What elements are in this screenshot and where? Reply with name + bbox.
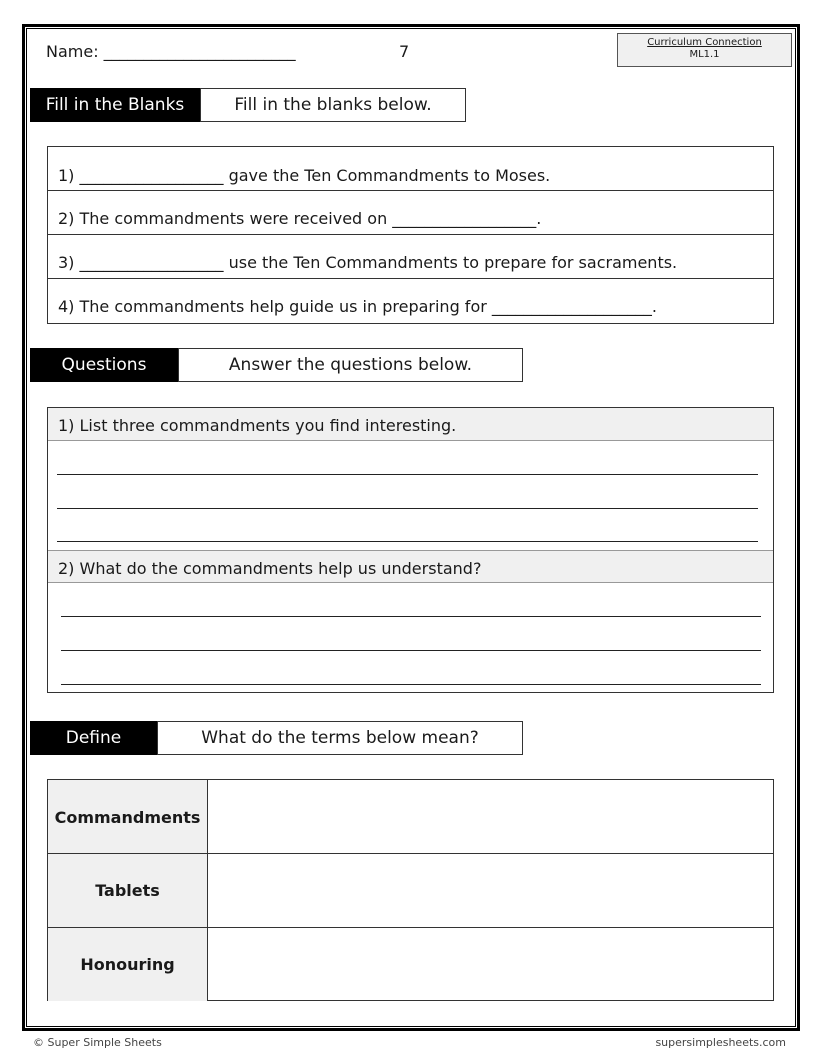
question-2-prompt: 2) What do the commandments help us understand? <box>48 550 773 583</box>
define-answer-cell[interactable] <box>209 780 773 854</box>
define-answer-cell[interactable] <box>209 928 773 1001</box>
curriculum-title: Curriculum Connection <box>647 37 762 48</box>
define-term: Honouring <box>48 928 208 1001</box>
define-tab: Define <box>30 721 157 755</box>
footer-copyright: © Super Simple Sheets <box>33 1036 162 1049</box>
questions-instruction: Answer the questions below. <box>178 348 523 382</box>
answer-line[interactable] <box>57 508 758 509</box>
define-instruction: What do the terms below mean? <box>157 721 523 755</box>
question-1-prompt: 1) List three commandments you find interesting. <box>48 408 773 441</box>
fill-blank-item-3[interactable]: 3) __________________ use the Ten Commandments to prepare for sacraments. <box>48 235 773 279</box>
fill-blank-item-1[interactable]: 1) __________________ gave the Ten Commandments to Moses. <box>48 147 773 191</box>
define-row <box>48 927 773 1001</box>
name-field-label: Name: ________________________ <box>46 42 296 61</box>
define-table <box>47 779 774 1001</box>
fill-blanks-list <box>47 146 774 324</box>
answer-line[interactable] <box>61 684 761 685</box>
fill-blanks-instruction: Fill in the blanks below. <box>200 88 466 122</box>
fill-blank-item-2[interactable]: 2) The commandments were received on __________________. <box>48 191 773 235</box>
answer-line[interactable] <box>61 650 761 651</box>
curriculum-connection-box <box>617 33 792 67</box>
answer-line[interactable] <box>57 541 758 542</box>
define-term: Tablets <box>48 854 208 927</box>
page-number: 7 <box>399 42 410 61</box>
answer-line[interactable] <box>61 616 761 617</box>
curriculum-code: ML1.1 <box>689 49 720 60</box>
define-row <box>48 853 773 927</box>
fill-blanks-tab: Fill in the Blanks <box>30 88 200 122</box>
define-row <box>48 780 773 854</box>
answer-line[interactable] <box>57 474 758 475</box>
questions-list <box>47 407 774 693</box>
footer-website: supersimplesheets.com <box>655 1036 786 1049</box>
define-term: Commandments <box>48 780 208 854</box>
define-answer-cell[interactable] <box>209 854 773 927</box>
questions-tab: Questions <box>30 348 178 382</box>
define-section-header <box>30 721 523 755</box>
questions-section-header <box>30 348 523 382</box>
fill-blanks-section-header <box>30 88 466 122</box>
fill-blank-item-4[interactable]: 4) The commandments help guide us in preparing for ____________________. <box>58 297 657 316</box>
